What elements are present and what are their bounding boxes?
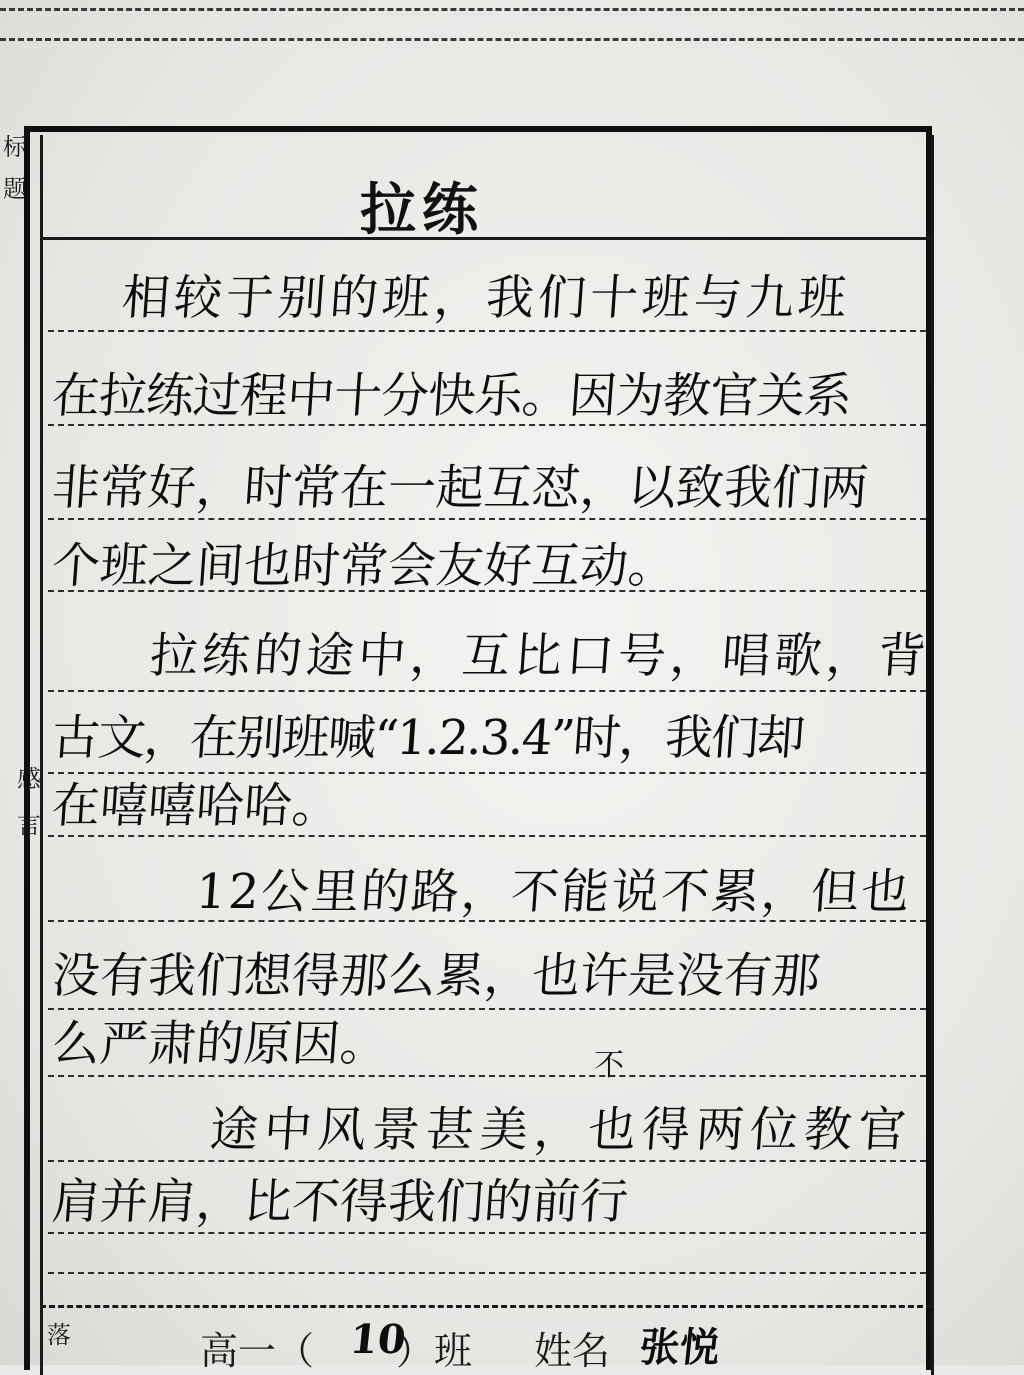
ruled-line (48, 1272, 926, 1274)
footer-name-value: 张悦 (637, 1324, 723, 1371)
essay-title: 拉练 (360, 177, 484, 243)
footer-class-number: 10 (347, 1316, 409, 1363)
essay-line: 相较于别的班，我们十班与九班 (120, 270, 852, 326)
ruled-line (48, 690, 926, 692)
essay-line: 在嘻嘻哈哈。 (50, 778, 342, 834)
essay-line: 途中风景甚美，也得两位教官 (208, 1102, 914, 1158)
side-label-title-bottom: 题 (3, 175, 27, 203)
ruled-line (48, 1160, 926, 1162)
essay-line: 非常好，时常在一起互怼，以致我们两 (50, 460, 870, 516)
footer-divider (40, 1305, 932, 1308)
essay-line: 古文，在别班喊“1.2.3.4”时，我们却 (50, 710, 805, 766)
essay-line: 肩并肩，比不得我们的前行 (50, 1174, 630, 1230)
essay-line: 拉练的途中，互比口号，唱歌，背 (148, 628, 932, 684)
ruled-line (48, 1008, 926, 1010)
essay-line: 么严肃的原因。 (50, 1016, 390, 1072)
side-label-yan: 言 (17, 811, 41, 839)
side-label-footer: 落 (47, 1321, 71, 1349)
footer-grade: 高一（ (200, 1329, 315, 1373)
essay-line: 12公里的路，不能说不累，但也 (194, 864, 914, 920)
ruled-line (48, 330, 926, 332)
insertion-mark: 不 (594, 1048, 624, 1083)
top-divider-line (0, 38, 1024, 41)
title-divider (40, 237, 931, 240)
ruled-line (48, 772, 926, 774)
top-divider-line (0, 8, 1024, 11)
ruled-line (48, 1075, 926, 1077)
essay-line: 在拉练过程中十分快乐。因为教官关系 (50, 368, 853, 424)
side-label-gan: 感 (17, 765, 41, 793)
ruled-line (48, 518, 926, 520)
footer-name-label: 姓名 (534, 1329, 611, 1373)
side-label-title-top: 标 (3, 133, 27, 161)
essay-line: 个班之间也时常会友好互动。 (50, 538, 678, 594)
ruled-line (48, 1232, 926, 1234)
essay-line: 没有我们想得那么累，也许是没有那 (50, 948, 822, 1004)
footer-class-suffix: ）班 (396, 1329, 473, 1373)
